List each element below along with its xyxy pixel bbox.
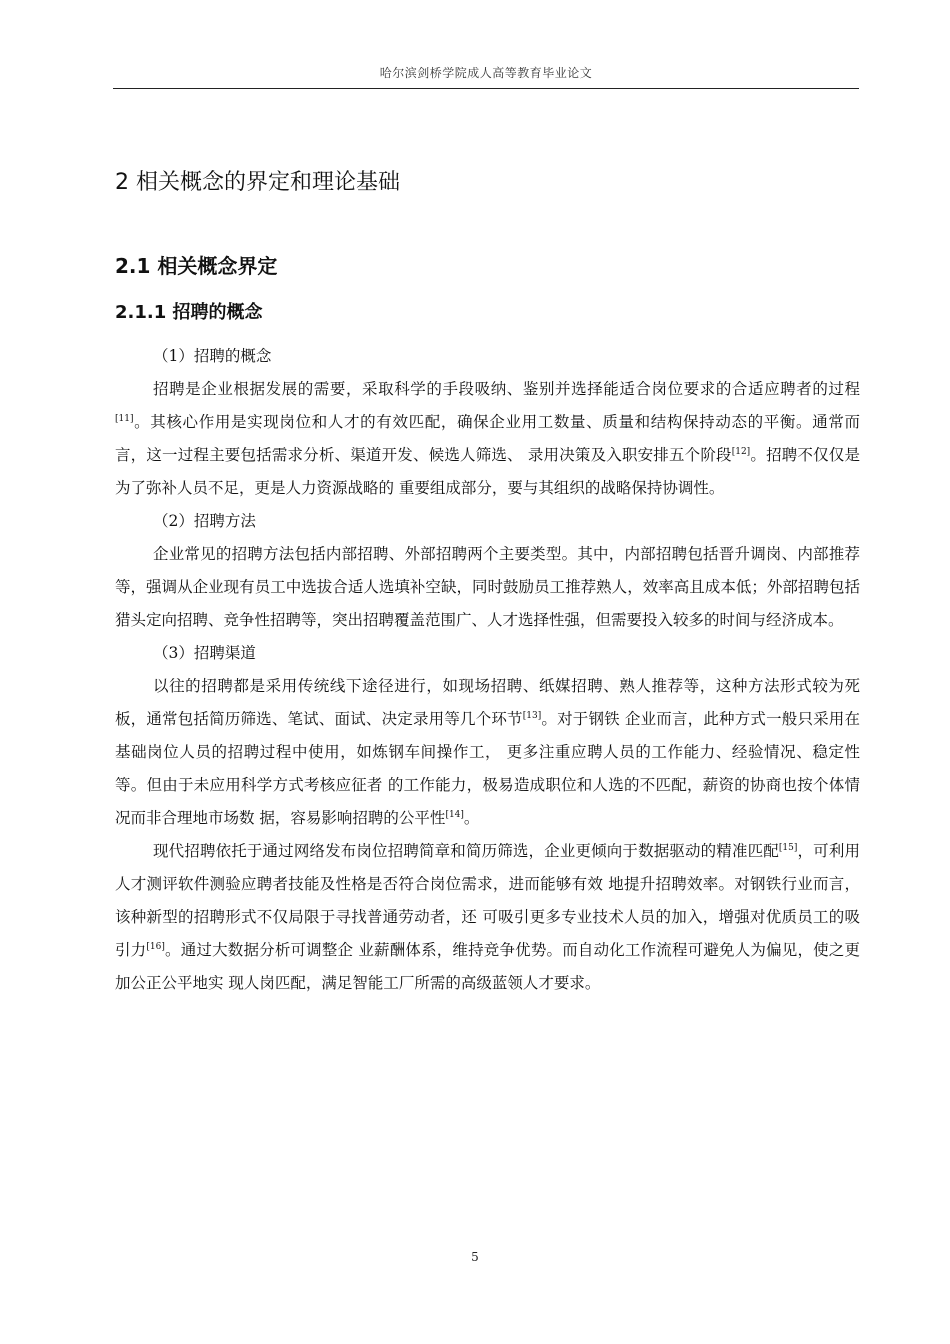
item-label-methods: （2）招聘方法 xyxy=(153,512,256,530)
subsection-title: 2.1.1 招聘的概念 xyxy=(115,302,263,323)
text-run: 。招聘不仅仅是为了弥补人员不足，更是人力资源战略的 重要组成部分，要与其组织的战略保持协调性。 xyxy=(115,446,860,497)
text-run: 招聘是企业根据发展的需要，采取科学的手段吸纳、鉴别并选择能适合岗位要求的合适应聘者的过程 xyxy=(153,380,860,398)
section-title: 2.1 相关概念界定 xyxy=(115,254,278,278)
text-run: 以往的招聘都是采用传统线下途径进行，如现场招聘、纸媒招聘、熟人推荐等，这种方法形式较为死板，通常包括简历筛选、笔试、面试、决定录用等几个环节 xyxy=(115,677,860,728)
citation: [14] xyxy=(445,810,464,820)
paragraph-channels-modern xyxy=(115,835,860,1000)
running-header: 哈尔滨剑桥学院成人高等教育毕业论文 xyxy=(379,66,593,80)
citation: [16] xyxy=(146,942,165,952)
paragraph-concept xyxy=(115,373,860,505)
header-rule xyxy=(113,88,859,89)
citation: [12] xyxy=(731,447,751,457)
paragraph-channels-traditional xyxy=(115,670,860,835)
body-text xyxy=(115,340,860,1000)
text-run: 企业常见的招聘方法包括内部招聘、外部招聘两个主要类型。其中，内部招聘包括晋升调岗、内部推荐等，强调从企业现有员工中选拔合适人选填补空缺，同时鼓励员工推荐熟人，效率高且成本低；外部招聘包括猎头定向招聘、竞争性招聘等，突出招聘覆盖范围广、人才选择性强，但需要投入较多的时间与经济成本。 xyxy=(115,545,860,629)
text-run: 。通过大数据分析可调整企 业薪酬体系，维持竞争优势。而自动化工作流程可避免人为偏见，使之更加公正公平地实 现人岗匹配，满足智能工厂所需的高级蓝领人才要求。 xyxy=(115,941,860,992)
text-run: ，可利用人才测评软件测验应聘者技能及性格是否符合岗位需求，进而能够有效 地提升招聘效率。对钢铁行业而言，该种新型的招聘形式不仅局限于寻找普通劳动者，还 可吸引更多专业技术人员的加入，增强对优质员工的吸引力 xyxy=(115,842,860,959)
text-run: 现代招聘依托于通过网络发布岗位招聘简章和简历筛选，企业更倾向于数据驱动的精准匹配 xyxy=(153,842,779,860)
item-label-concept: （1）招聘的概念 xyxy=(153,347,272,365)
citation: [13] xyxy=(522,711,542,721)
text-run: 。其核心作用是实现岗位和人才的有效匹配，确保企业用工数量、质量和结构保持动态的平衡。通常而言，这一过程主要包括需求分析、渠道开发、候选人筛选、 录用决策及入职安排五个阶段 xyxy=(115,413,860,464)
text-run: 。 xyxy=(463,809,480,827)
chapter-title: 2 相关概念的界定和理论基础 xyxy=(115,170,400,195)
text-run: 。对于钢铁 企业而言，此种方式一般只采用在基础岗位人员的招聘过程中使用，如炼钢车间操作工， 更多注重应聘人员的工作能力、经验情况、稳定性等。但由于未应用科学方式考核应征者 的工作能力，极易造成职位和人选的不匹配，薪资的协商也按个体情况而非合理地市场数 据，容易影响招聘的公平性 xyxy=(115,710,860,827)
citation: [11] xyxy=(115,414,134,424)
page-number: 5 xyxy=(471,1250,479,1264)
paragraph-methods xyxy=(115,538,860,637)
item-label-channels: （3）招聘渠道 xyxy=(153,644,256,662)
citation: [15] xyxy=(778,843,798,853)
